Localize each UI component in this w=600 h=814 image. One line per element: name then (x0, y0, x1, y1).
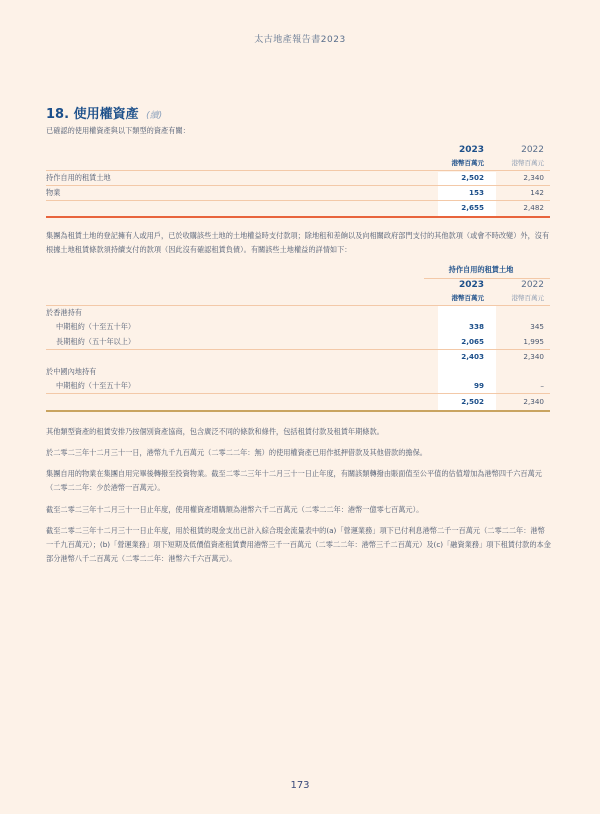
table-row (46, 186, 550, 200)
subtotal-2023: 2,403 (461, 352, 484, 361)
divider (46, 393, 550, 394)
table-row (46, 171, 550, 185)
row-label: 持作自用的租賃土地 (46, 173, 111, 182)
table-row (46, 335, 550, 349)
mainland-heading-row (46, 365, 550, 379)
col-2022-unit: 港幣百萬元 (511, 294, 544, 302)
cash-outflow-paragraph: 截至二零二三年十二月三十一日止年度，用於租賃的現金支出已計入綜合現金流量表中的(a)「營運業務」項下已付利息港幣二千一百萬元（二零二二年：港幣一千九百萬元）；(b)「營運業務」項下短期及低價值資產租賃費用港幣三千一百萬元（二零二二年：港幣三千二百萬元）及(c)「融資業務」項下租賃付款的本金部分港幣八千二百萬元（二零二二年：港幣六千六百萬元）。 (46, 526, 551, 563)
col-2023-unit: 港幣百萬元 (451, 294, 484, 302)
table-row (46, 379, 550, 393)
col-2023-year: 2023 (458, 145, 484, 155)
leasehold-land-paragraph: 集團為租賃土地的登記擁有人或用戶，已於收購該些土地的土地權益時支付款項；除地租和差餉以及向相關政府部門支付的其他款項（或會不時改變）外，沒有根據土地租賃條款須持續支付的款項（因此沒有確認租賃負債）。有關該些土地權益的詳情如下： (46, 231, 550, 254)
subtotal-row (46, 350, 550, 364)
mainland-heading: 於中國內地持有 (46, 367, 97, 376)
leasehold-land-table (46, 262, 550, 412)
asset-type-table (46, 140, 550, 220)
row-label: 物業 (46, 188, 61, 197)
value-2022: 2,340 (523, 173, 544, 182)
value-2022: 1,995 (523, 337, 544, 346)
table-bottom-rule (46, 410, 550, 412)
table-bottom-rule (46, 216, 550, 218)
col-2022-unit: 港幣百萬元 (511, 159, 544, 167)
hk-heading: 於香港持有 (46, 308, 82, 317)
row-label: 中期租約（十至五十年） (56, 381, 136, 390)
other-assets-paragraph: 其他類型資產的租賃安排乃按個別資產協商，包含廣泛不同的條款和條件，包括租賃付款及租賃年期條款。 (46, 427, 384, 436)
subtotal-2022: 2,340 (523, 352, 544, 361)
group-divider (424, 278, 550, 279)
group-title: 持作自用的租賃土地 (448, 265, 514, 274)
intro-text: 已確認的使用權資產與以下類型的資產有關： (46, 126, 190, 135)
value-2023: 153 (468, 188, 484, 197)
row-label: 中期租約（十至五十年） (56, 322, 136, 331)
value-2023: 2,065 (461, 337, 484, 346)
transfer-paragraph: 集團自用的物業在集團自用完畢後轉撥至投資物業。截至二零二三年十二月三十一日止年度，有關該類轉撥由賬面值至公平值的估值增加為港幣四千六百萬元（二零二二年：少於港幣一百萬元）。 (46, 469, 542, 492)
value-2023: 338 (468, 322, 484, 331)
total-2022: 2,482 (523, 203, 544, 212)
hk-heading-row (46, 306, 550, 320)
value-2022: – (540, 381, 544, 390)
section-heading (46, 103, 162, 122)
total-row (46, 201, 550, 215)
total-2023: 2,502 (461, 397, 484, 406)
page-number: 173 (290, 780, 310, 791)
pledged-assets-paragraph: 於二零二三年十二月三十一日，港幣九千九百萬元（二零二二年：無）的使用權資產已用作抵押借款及其他借款的擔保。 (46, 448, 427, 457)
total-2022: 2,340 (523, 397, 544, 406)
col-2023-unit: 港幣百萬元 (451, 159, 484, 167)
report-title: 太古地產報告書2023 (254, 35, 346, 45)
row-label: 長期租約（五十年以上） (56, 337, 136, 346)
section-title-text: 使用權資產 (73, 107, 139, 122)
continued-label: (續) (146, 111, 163, 121)
total-row (46, 395, 550, 409)
value-2023: 99 (473, 381, 484, 390)
col-2022-year: 2022 (521, 145, 544, 155)
total-2023: 2,655 (461, 203, 484, 212)
value-2022: 345 (530, 322, 544, 331)
value-2023: 2,502 (461, 173, 484, 182)
col-2022-year: 2022 (521, 280, 544, 290)
section-number: 18. (46, 107, 70, 122)
table-row (46, 320, 550, 334)
col-2023-year: 2023 (458, 280, 484, 290)
value-2022: 142 (530, 188, 544, 197)
additions-paragraph: 截至二零二三年十二月三十一日止年度，使用權資產增購額為港幣六千二百萬元（二零二二年：港幣一億零七百萬元）。 (46, 505, 424, 514)
